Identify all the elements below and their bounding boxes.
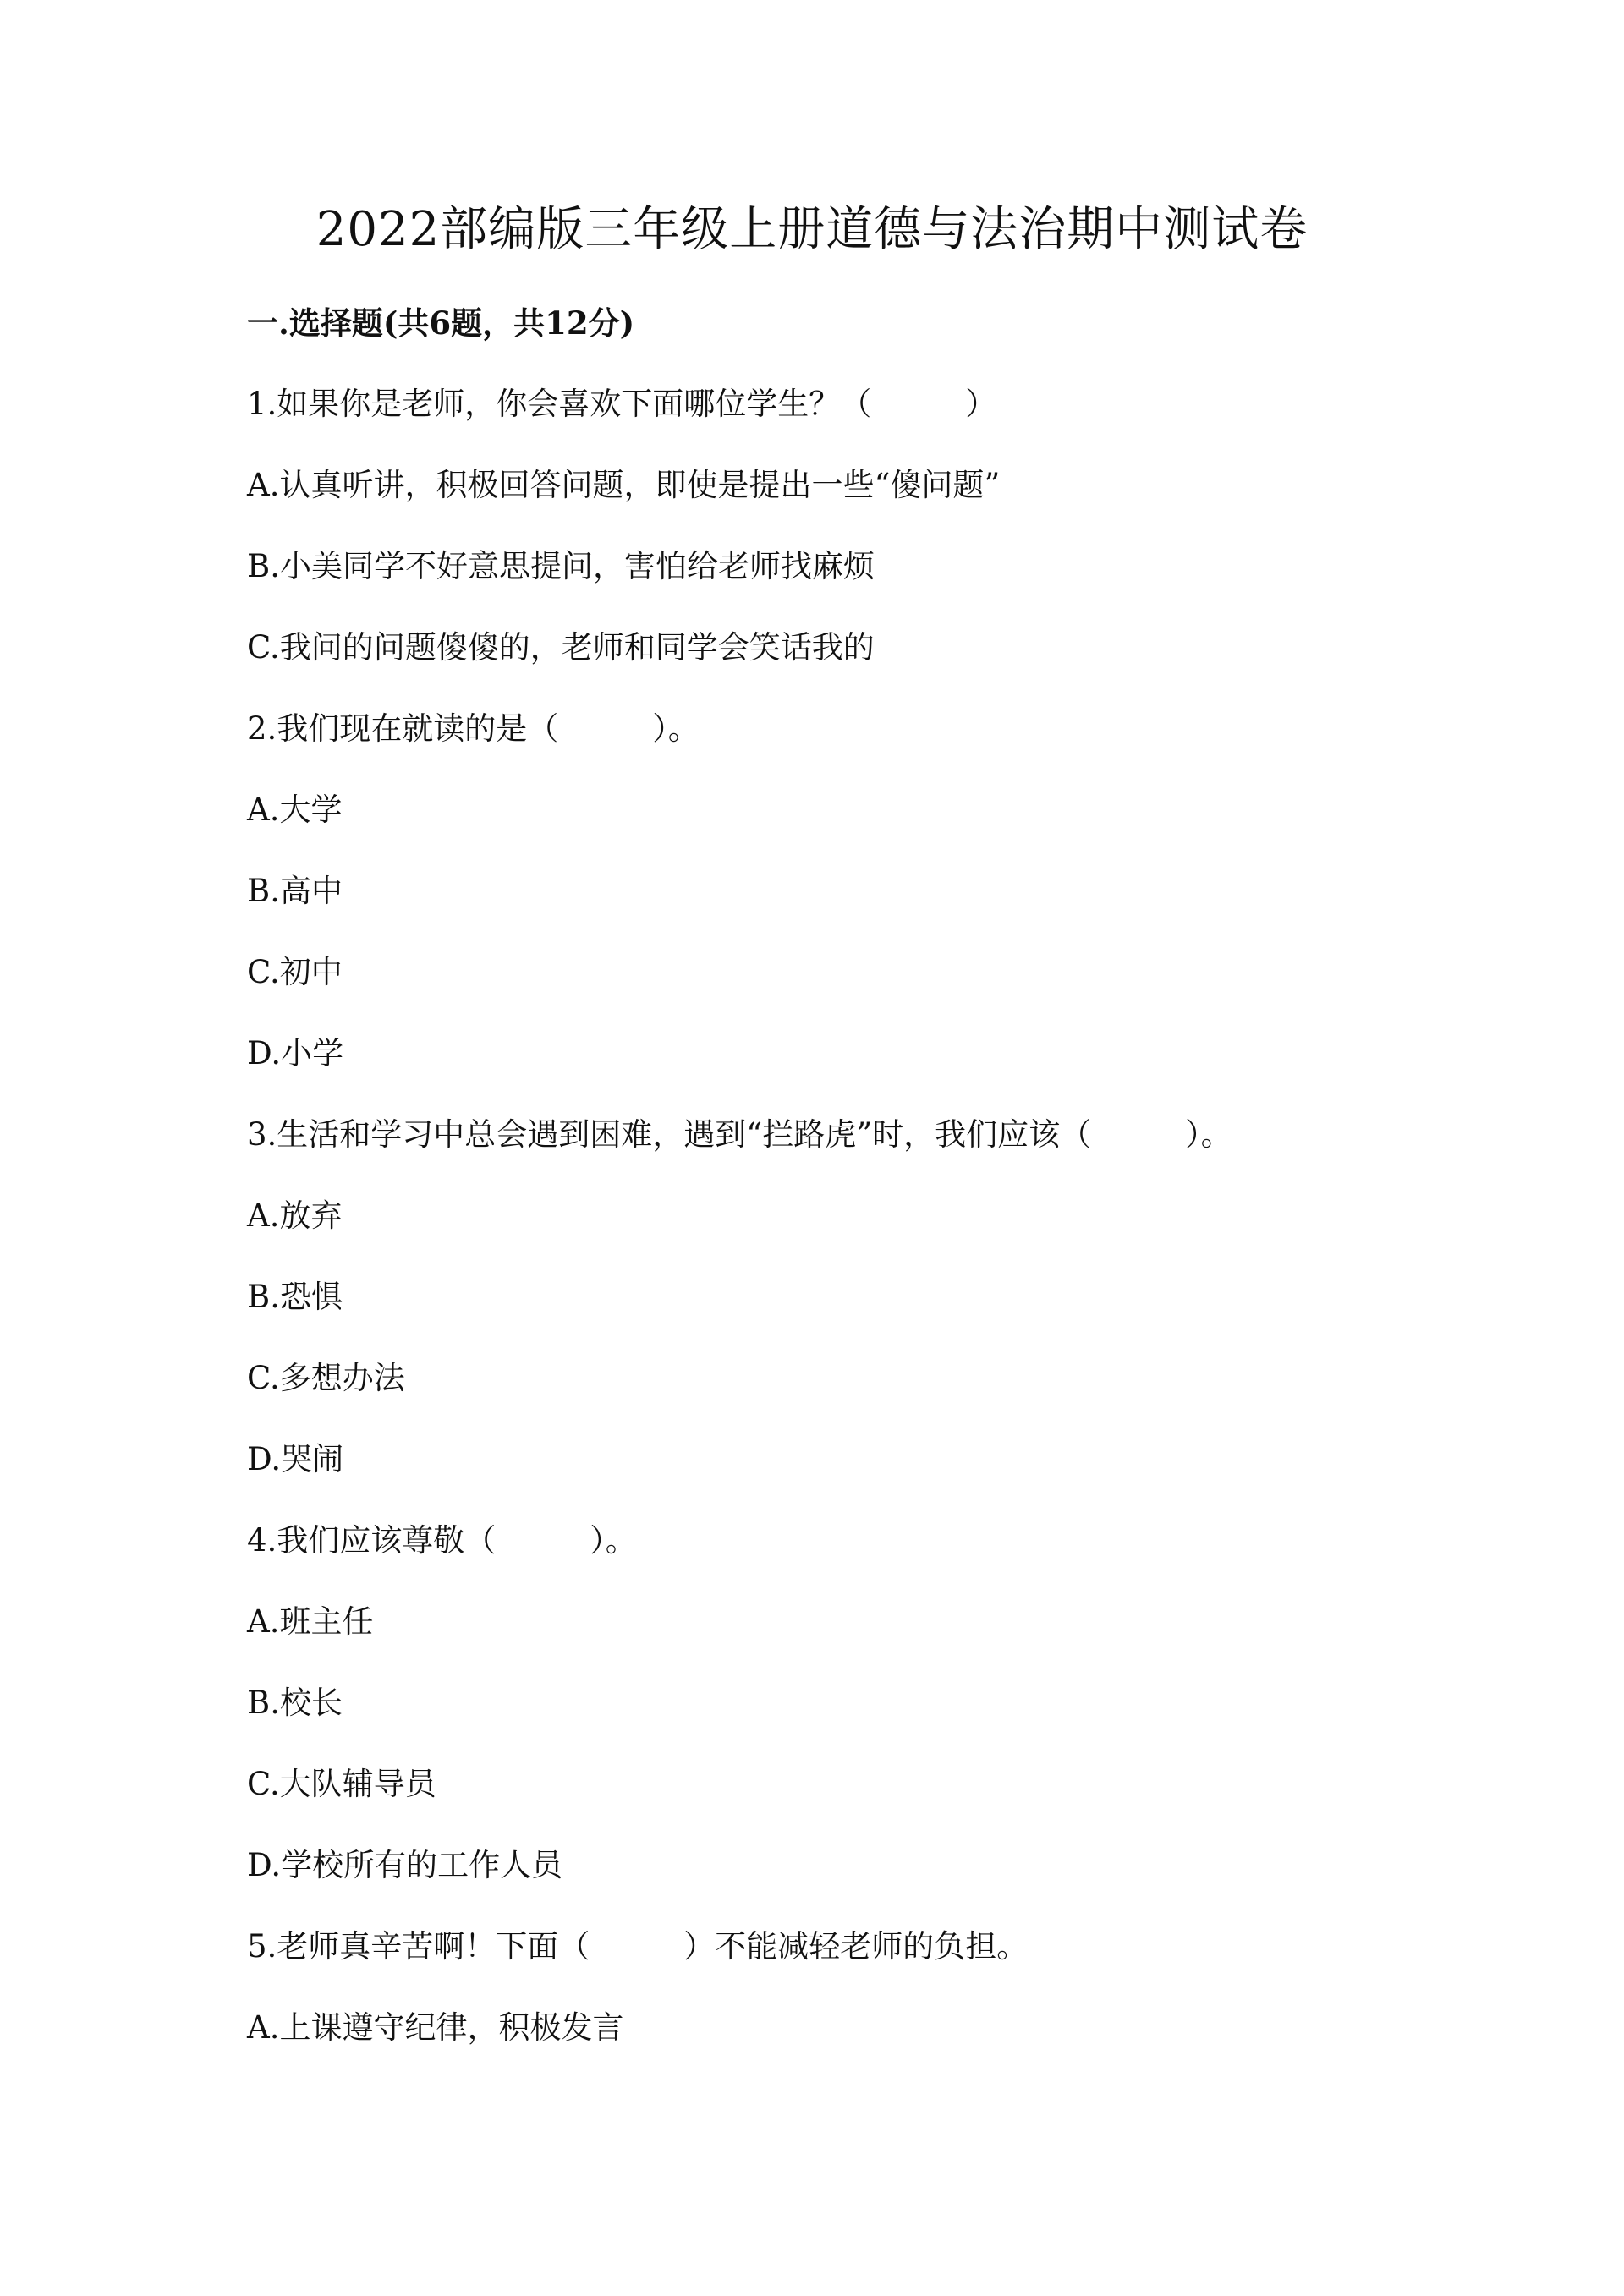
question-stem: 5.老师真辛苦啊！下面（ ）不能减轻老师的负担。: [247, 1928, 1029, 1964]
answer-option: B.校长: [247, 1685, 343, 1721]
answer-option: C.多想办法: [247, 1360, 405, 1396]
answer-option: A.上课遵守纪律，积极发言: [247, 2009, 624, 2046]
page-title: 2022部编版三年级上册道德与法治期中测试卷: [315, 202, 1309, 257]
answer-option: C.我问的问题傻傻的，老师和同学会笑话我的: [247, 629, 875, 666]
answer-option: A.认真听讲，积极回答问题，即使是提出一些“傻问题”: [247, 467, 1001, 503]
answer-option: D.小学: [247, 1035, 344, 1071]
answer-option: B.小美同学不好意思提问，害怕给老师找麻烦: [247, 548, 875, 584]
answer-option: B.恐惧: [247, 1279, 343, 1315]
answer-option: D.哭闹: [247, 1441, 344, 1477]
answer-option: C.大队辅导员: [247, 1766, 436, 1802]
answer-option: C.初中: [247, 954, 343, 990]
section-heading: 一.选择题(共6题，共12分): [247, 304, 635, 342]
question-stem: 4.我们应该尊敬（ ）。: [247, 1522, 637, 1559]
answer-option: B.高中: [247, 873, 343, 909]
answer-option: A.放弃: [247, 1197, 343, 1234]
question-stem: 1.如果你是老师，你会喜欢下面哪位学生？（ ）: [247, 386, 997, 422]
answer-option: D.学校所有的工作人员: [247, 1847, 563, 1883]
answer-option: A.班主任: [247, 1603, 374, 1640]
question-stem: 3.生活和学习中总会遇到困难，遇到“拦路虎”时，我们应该（ ）。: [247, 1116, 1232, 1153]
question-stem: 2.我们现在就读的是（ ）。: [247, 710, 700, 747]
answer-option: A.大学: [247, 792, 343, 828]
